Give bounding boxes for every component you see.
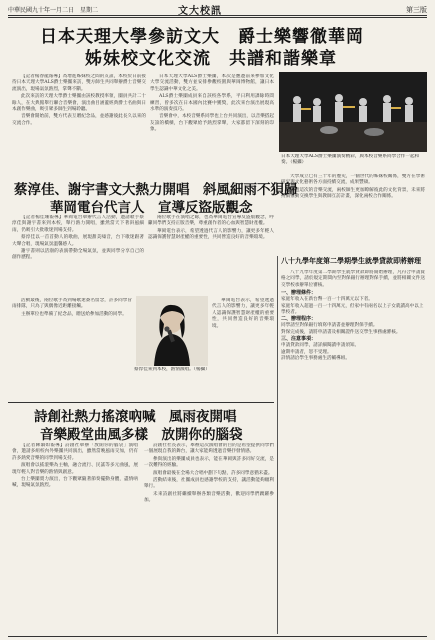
page-number: 第三版 <box>406 6 427 14</box>
article3-para: 未來詩創社將繼續舉辦各類音樂活動，歡迎同學們踴躍參加。 <box>144 491 274 504</box>
jazz-band-illustration <box>279 72 427 152</box>
article3-para: 演唱會以搖滾樂為主軸，融合流行、民謠等多元曲風，展現年輕人對音樂的熱情與創意。 <box>12 463 138 475</box>
article3-para: 詩創社社長表示，舉辦這次演唱會的目的是希望提供同學們一個展現自我的舞台，讓大家能夠透過音樂抒發情感。 <box>144 443 274 455</box>
article2-para: 華岡電台表示，希望透過代言人的影響力，讓更多年輕人認識保護智慧財產權的重要性，共同營造良好的音樂環境。 <box>148 228 274 241</box>
article1-para: 大學成立已有三十年的歷史，一個世代的姊妹校關係，雙方在學術研究與文化藝術各方面持續交流，成果豐碩。 <box>281 174 425 186</box>
column-divider <box>277 256 278 634</box>
article3-para: 參與演出的樂團成員也表示，能在華岡與許多同好交流，是一次難得的經驗。 <box>144 456 274 469</box>
article2-col-c <box>12 298 132 398</box>
article1-para: 日本天理大學ALS爵士樂團，本次是應邀前來參加文化大學交流活動，雙方並安排參觀校園與華岡博物館，讓日本學生認識中華文化之美。 <box>150 74 274 92</box>
singer-illustration <box>136 296 208 366</box>
student-loan-notice-body <box>281 270 425 632</box>
page-header <box>8 2 427 15</box>
main-headline-line2: 姊妹校文化交流 共譜和諧樂章 <box>85 49 337 69</box>
article3-headline-line1: 詩創社熱力搖滾吶喊 風雨夜開唱 <box>34 409 237 425</box>
jazz-photo-caption: 日本天理大學ALS爵士樂團演奏精彩，與本校音樂系同學合作一起和奏。（楊攝） <box>281 154 420 165</box>
article3-para: 活動結束後，社團成員也感謝學校的支持，讓活動能夠順利舉行。 <box>144 478 274 490</box>
article2-headline-line1: 蔡淳佳、謝宇書文大熱力開唱 斜風細雨不狽歸 <box>14 182 298 198</box>
notice-item: 對保完成後，請將申請書及相關證件送交學生事務處審核。 <box>281 329 401 335</box>
article2-headline-line2: 華岡電台代言人 宣導反盜版觀念 <box>50 200 253 216</box>
masthead-title: 文大校訊 <box>178 6 222 17</box>
article3-col-a <box>12 443 138 633</box>
article2-para: 兩位歌手在演唱之餘，也為華岡電台宣導反盜版觀念，呼籲同學們支持正版音樂，尊重創作者的心血與智慧財產權。 <box>148 215 274 227</box>
notice-intro-text: 八十九學年度第二學期學生就學貸款即將開始辦理，凡符合申請資格之同學，請於規定期間內至對保銀行辦理對保手續，並將相關文件送交學校承辦單位審核。 <box>281 270 425 288</box>
article3-para: 演唱會最後在全場大合唱中劃下句點，許多同學意猶未盡。 <box>153 470 273 476</box>
notice-item: 逾期申請者，恕不受理。 <box>281 349 332 355</box>
article2-para: 蔡淳佳以一首首動人的歌曲，展現甜美嗓音，台下歌迷跟著大聲合唱，現場氣氛溫馨感人。 <box>12 235 144 247</box>
article2-para: 主辦單位也準備了紀念品，贈送給參加活動的同學。 <box>21 311 127 317</box>
jazz-band-photo <box>279 72 427 152</box>
article1-para: ALS爵士樂團成員來自該校各學系，平日利用課餘時間練習，曾多次在日本國內比賽中獲獎，此次來台演出展現高水準的演奏技巧。 <box>150 94 274 113</box>
header-rule-double <box>8 17 427 18</box>
notice-item: 家庭年收入在新台幣一百一十四萬元以下者。 <box>281 297 373 303</box>
issue-date: 中華民國九十年一月二日 星期二 <box>8 7 99 14</box>
article1-para: 此次來訪的天理大學爵士樂團由該校教授率領，團員共計二十餘人，在大典館舉行聯合音樂會，演出曲目涵蓋經典爵士名曲與日本創作樂曲，吸引眾多師生到場聆聽。 <box>12 94 146 113</box>
article1-col-a <box>12 74 146 170</box>
notice-item: 詳情請洽學生事務處生活輔導組。 <box>281 356 350 362</box>
notice-section-heading: 二、辦理程序： <box>281 316 317 323</box>
article3-rule <box>8 402 274 403</box>
singer-photo-caption: 蔡淳佳來到本校，熱情演唱。（楊攝） <box>134 367 210 372</box>
article1-para: 音樂會開始前，雙方代表互贈紀念品，並感謝彼此長久以來的交流合作。 <box>12 114 146 126</box>
article2-para: 【記者楊佳珊報導】華岡電台舉辦代言人活動，邀請歌手蔡淳佳與謝宇書來到本校，舉行熱力開唱，雖然當天下著斜風細雨，仍吸引大批歌迷到場支持。 <box>12 215 144 233</box>
footer-rule <box>8 636 427 637</box>
article2-para: 活動最後，兩位歌手為到場歌迷簽名留念，許多同學冒雨排隊，只為了與偶像近距離接觸。 <box>12 298 132 310</box>
article2-col-d <box>212 298 274 388</box>
article3-col-b <box>144 443 274 633</box>
singer-photo <box>136 296 208 366</box>
article3-para: 台上樂團賣力演出，台下觀眾隨著節奏擺動身體，盡情吶喊，現場氣氛熱烈。 <box>12 477 138 489</box>
article1-col-b <box>150 74 274 176</box>
notice-item: 申請貸款同學，請詳細閱讀申請須知。 <box>281 343 360 349</box>
notice-section-heading: 三、注意事項： <box>281 336 317 343</box>
notice-item: 同學請至對保銀行填寫申請書並辦理對保手續。 <box>281 323 378 329</box>
article1-para: 【記者楊春龍報導】為增進姊妹校之間的友誼，本校於日前接待日本天理大學ALS爵士樂團來訪，雙方師生共同舉辦爵士音樂交流演出，現場氣氛熱烈，掌聲不斷。 <box>12 74 146 92</box>
header-rule <box>8 15 427 16</box>
article3-headline-line2: 音樂殿堂曲風多樣 放開你的腦袋 <box>40 427 243 443</box>
article2-col-a <box>12 215 144 295</box>
notice-section-heading: 一、辦理條件： <box>281 290 317 297</box>
article1-para: 音樂會中，本校音樂系同學也上台共同演出，以音樂搭起友誼的橋樑，台下觀眾給予熱烈掌聲，大家都留下深刻的印象。 <box>150 114 274 133</box>
article2-para: 謝宇書則以活潑的表演帶動全場氣氛，並與同學分享自己的創作歷程。 <box>12 249 144 261</box>
article1-para: 透過這次的音樂交流，兩校師生更加瞭解彼此的文化背景，未來將持續推動交換學生與教師互訪計畫，深化兩校合作關係。 <box>281 187 425 200</box>
article1-col-c <box>281 174 425 252</box>
student-loan-notice-title: 八十九學年度第二學期學生就學貸款即將辦理 <box>281 256 421 265</box>
article3-para: 【記者陳韻如報導】詩創社舉辦「放開你的腦袋」演唱會，邀請多組校內外樂團共同演出，雖然當晚風雨交加，仍有許多熱愛音樂的同學到場支持。 <box>12 443 138 461</box>
notice-intro <box>281 270 425 290</box>
article2-para: 華岡電台表示，希望透過代言人的影響力，讓更多年輕人認識保護智慧財產權的重要性，共同營造良好的音樂環境。 <box>212 298 274 329</box>
article2-col-b <box>148 215 274 295</box>
main-headline-line1: 日本天理大學參訪文大 爵士樂響徹華岡 <box>40 27 364 47</box>
notice-item: 家庭年收入超過一百一十四萬元，但家中有兩名以上子女就讀高中以上學校者。 <box>281 303 424 316</box>
